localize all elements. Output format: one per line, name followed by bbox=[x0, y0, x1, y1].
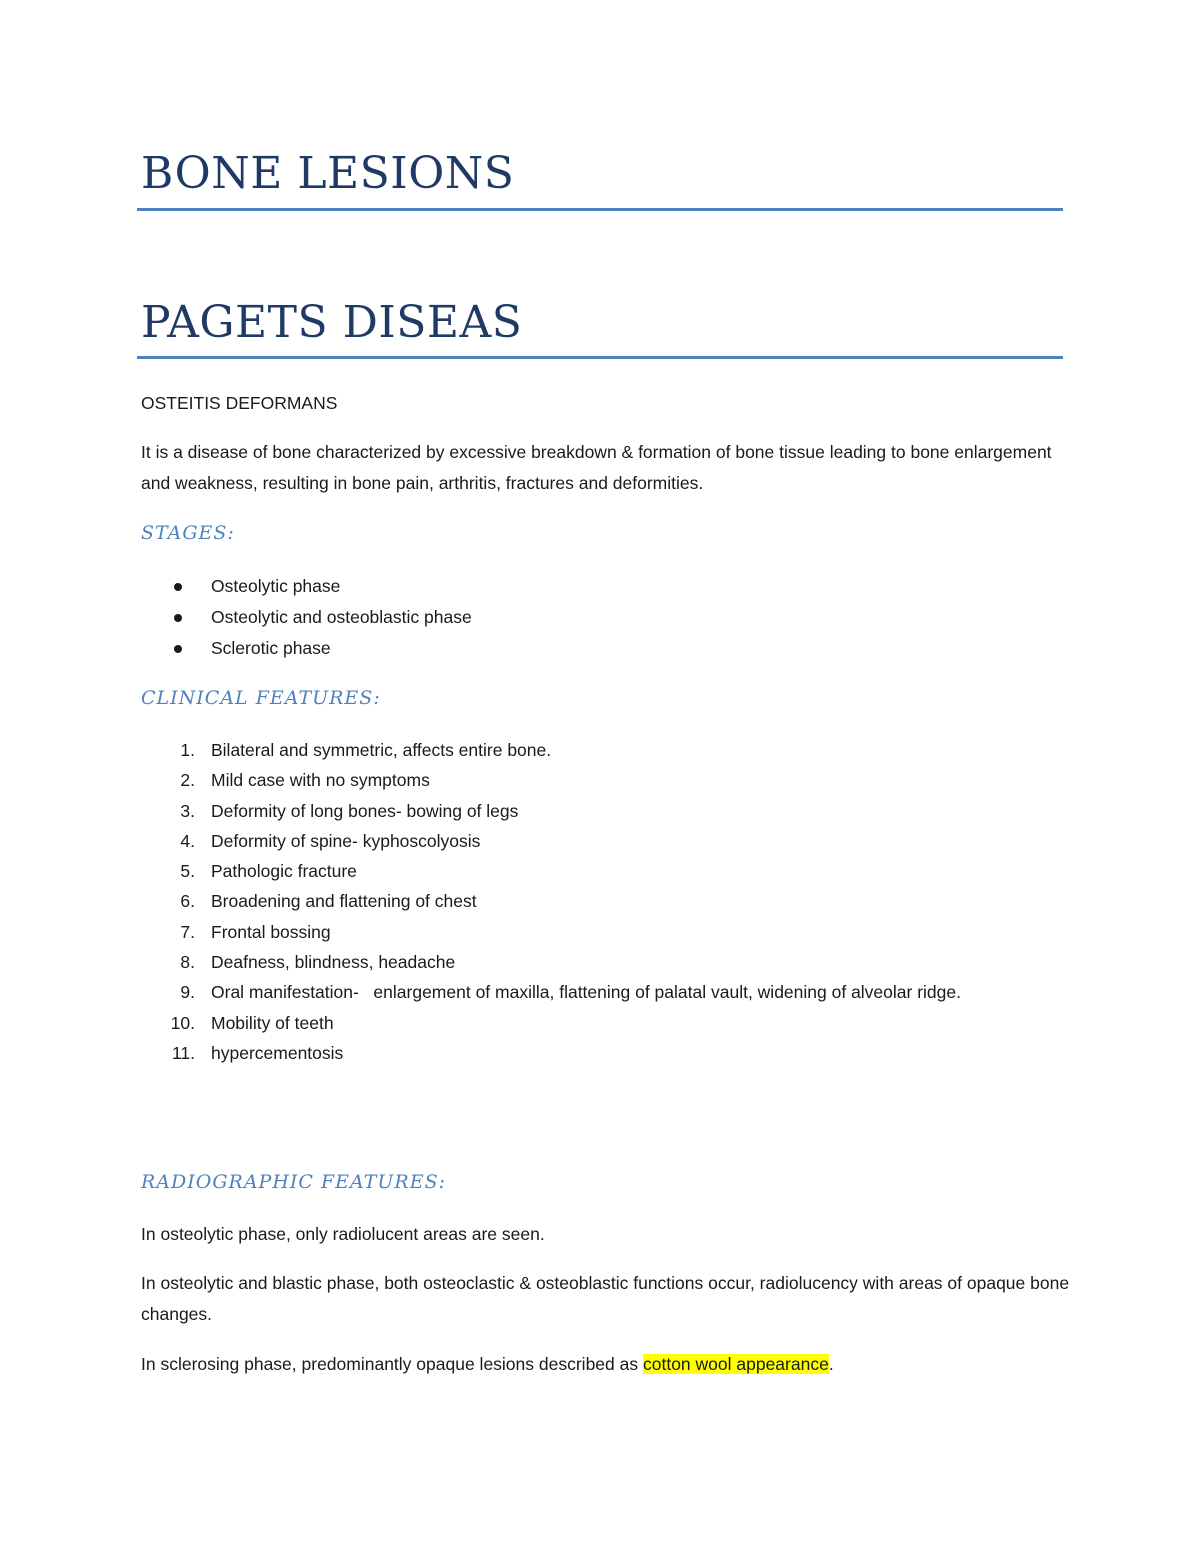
bullet-icon bbox=[174, 614, 182, 622]
bullet-icon bbox=[174, 583, 182, 591]
list-item: Osteolytic phase bbox=[141, 571, 1071, 602]
bullet-icon bbox=[174, 645, 182, 653]
synonym-text: OSTEITIS DEFORMANS bbox=[141, 393, 338, 413]
highlighted-text: cotton wool appearance bbox=[642, 1354, 829, 1374]
stages-list bbox=[141, 571, 1071, 664]
definition-paragraph: It is a disease of bone characterized by excessive breakdown & formation of bone tissue leading to bone enlargement and weakness, resulting in bone pain, arthritis, fractures and deformities. bbox=[141, 442, 1052, 493]
radiographic-paragraph-1: In osteolytic phase, only radiolucent areas are seen. bbox=[141, 1224, 545, 1244]
clinical-features-heading: CLINICAL FEATURES: bbox=[141, 687, 381, 709]
section-title: PAGETS DISEAS bbox=[141, 297, 523, 348]
document-title: BONE LESIONS bbox=[141, 148, 515, 199]
list-item: 11. hypercementosis bbox=[171, 1042, 344, 1063]
list-item: 1. Bilateral and symmetric, affects entire bone. bbox=[180, 740, 552, 760]
list-item: 3. Deformity of long bones- bowing of legs bbox=[180, 800, 519, 821]
list-item: 6. Broadening and flattening of chest bbox=[180, 891, 477, 912]
list-item: 7. Frontal bossing bbox=[180, 921, 331, 942]
list-item: 4. Deformity of spine- kyphoscolyosis bbox=[180, 830, 481, 851]
clinical-features-list bbox=[141, 735, 1071, 1068]
list-item: 8. Deafness, blindness, headache bbox=[180, 952, 456, 973]
section-underline bbox=[137, 356, 1063, 359]
radiographic-features-heading: RADIOGRAPHIC FEATURES: bbox=[141, 1171, 446, 1193]
list-item: 5. Pathologic fracture bbox=[180, 861, 357, 882]
title-underline bbox=[137, 208, 1063, 211]
list-item: 10. Mobility of teeth bbox=[170, 1012, 334, 1033]
list-item: Osteolytic and osteoblastic phase bbox=[141, 602, 1071, 633]
list-item: 9. Oral manifestation- enlargement of maxilla, flattening of palatal vault, widening of alveolar ridge. bbox=[180, 982, 961, 1003]
radiographic-paragraph-2: In osteolytic and blastic phase, both osteoclastic & osteoblastic functions occur, radiolucency with areas of opaque bone changes. bbox=[141, 1273, 1070, 1324]
list-item: Sclerotic phase bbox=[141, 633, 1071, 664]
radiographic-paragraph-3: In sclerosing phase, predominantly opaque lesions described as cotton wool appearance. bbox=[141, 1354, 834, 1374]
stages-heading: STAGES: bbox=[141, 522, 235, 544]
list-item: 2. Mild case with no symptoms bbox=[180, 770, 430, 791]
